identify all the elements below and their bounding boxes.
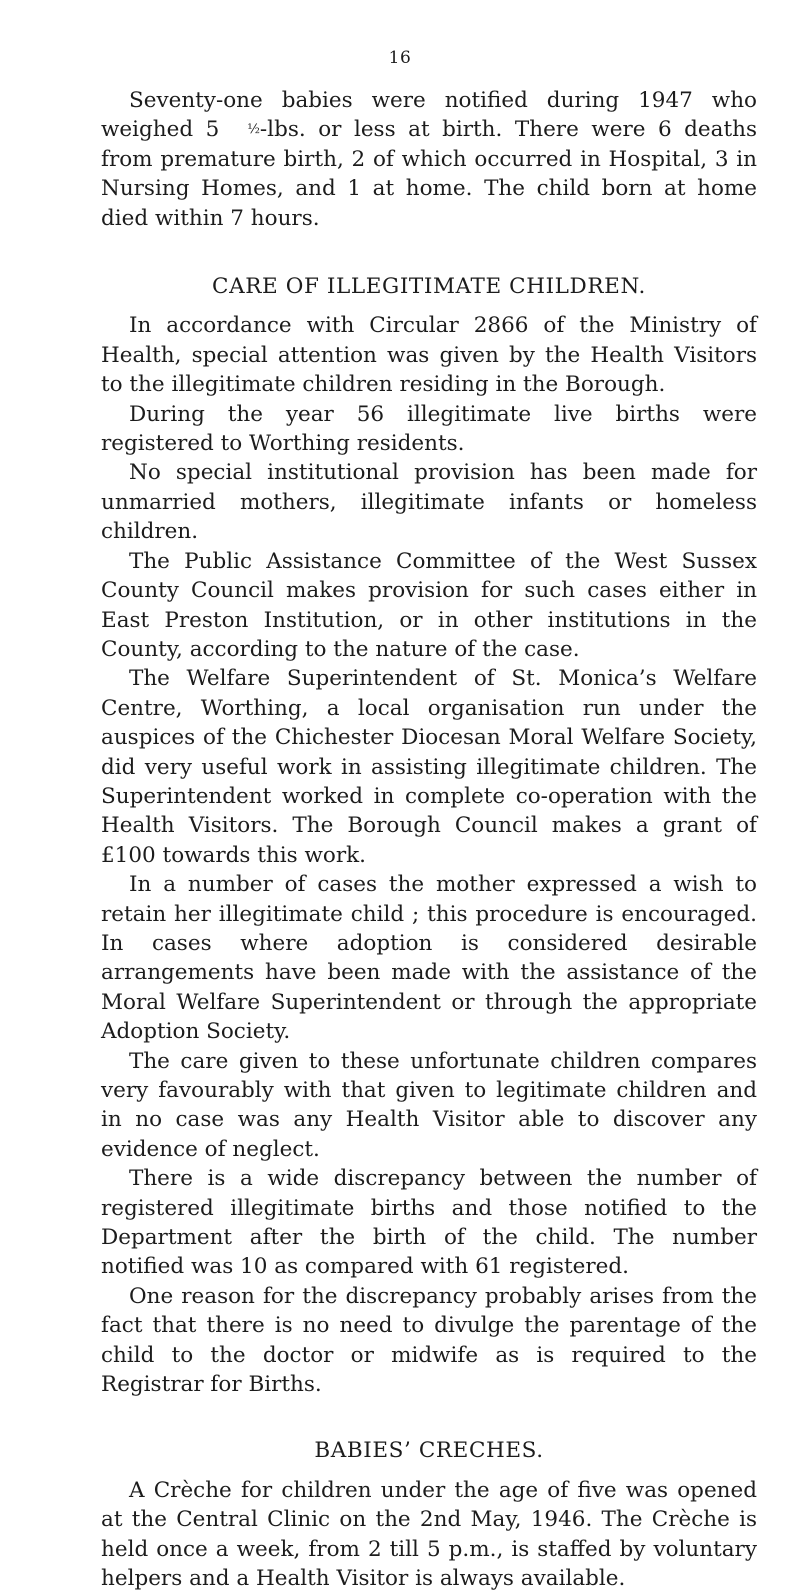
paragraph-discrepancy-reason: One reason for the discrepancy probably arises from the fact that there is no need to divulge the parentage of the child to the doctor or midwife as is required to the Registrar for Births. xyxy=(101,1283,757,1398)
paragraph-no-provision: No special institutional provision has been made for unmarried mothers, illegitimate infants or homeless children. xyxy=(101,460,757,545)
document-body xyxy=(101,86,757,1594)
spacer xyxy=(101,301,757,311)
intro-paragraph xyxy=(101,86,757,233)
spacer xyxy=(101,1399,757,1436)
spacer xyxy=(101,233,757,272)
paragraph-circular: In accordance with Circular 2866 of the Ministry of Health, special attention was given by the Health Visitors to the illegitimate children residing in the Borough. xyxy=(101,313,757,398)
page-number: 16 xyxy=(388,48,412,68)
paragraph-public-assistance: The Public Assistance Committee of the West Sussex County Council makes provision for such cases either in East Preston Institution, or in other institutions in the County, according to the nature of the case. xyxy=(101,548,757,662)
paragraph-care-given: The care given to these unfortunate children compares very favourably with that given to legitimate children and in no case was any Health Visitor able to discover any evidence of neglect. xyxy=(101,1048,757,1162)
section-heading-illegitimate: CARE OF ILLEGITIMATE CHILDREN. xyxy=(212,274,646,300)
paragraph-creche: A Crèche for children under the age of five was opened at the Central Clinic on the 2nd May, 1946. The Crèche is held once a week, from 2 till 5 p.m., is staffed by voluntary helpers and a Health Visitor is always available. xyxy=(101,1477,757,1592)
intro-text-start: Seventy-one babies were notified during 1947 who weighed xyxy=(101,88,757,143)
paragraph-welfare-superintendent: The Welfare Superintendent of St. Monica’s Welfare Centre, Worthing, a local organisation run under the auspices of the Chichester Diocesan Moral Welfare Society, did very useful work in assisting illegitimate children. The Superintendent worked in complete co-operation with the Health Visitors. The Borough Council makes a grant of £100 towards this work. xyxy=(101,666,757,868)
spacer xyxy=(101,1466,757,1476)
paragraph-discrepancy: There is a wide discrepancy between the number of registered illegitimate births and those notified to the Department after the birth of the child. The number notified was 10 as compared with 61 registered. xyxy=(101,1166,757,1280)
intro-weight-fraction: ½ xyxy=(247,122,260,138)
intro-text-rest: -lbs. or less at birth. There were 6 deaths from premature birth, 2 of which occurred in Hospital, 3 in Nursing Homes, and 1 at home. The child born at home died within 7 hours. xyxy=(101,117,757,231)
paragraph-adoption: In a number of cases the mother expressed a wish to retain her illegitimate child ; this procedure is encouraged. In cases where adoption is considered desirable arrangements have been made with the assistance of the Moral Welfare Superintendent or through the appropriate Adoption Society. xyxy=(101,872,757,1045)
intro-weight-whole: 5 xyxy=(205,117,220,143)
paragraph-births-registered: During the year 56 illegitimate live births were registered to Worthing residents. xyxy=(101,401,757,457)
section-heading-creches: BABIES’ CRECHES. xyxy=(314,1438,544,1464)
